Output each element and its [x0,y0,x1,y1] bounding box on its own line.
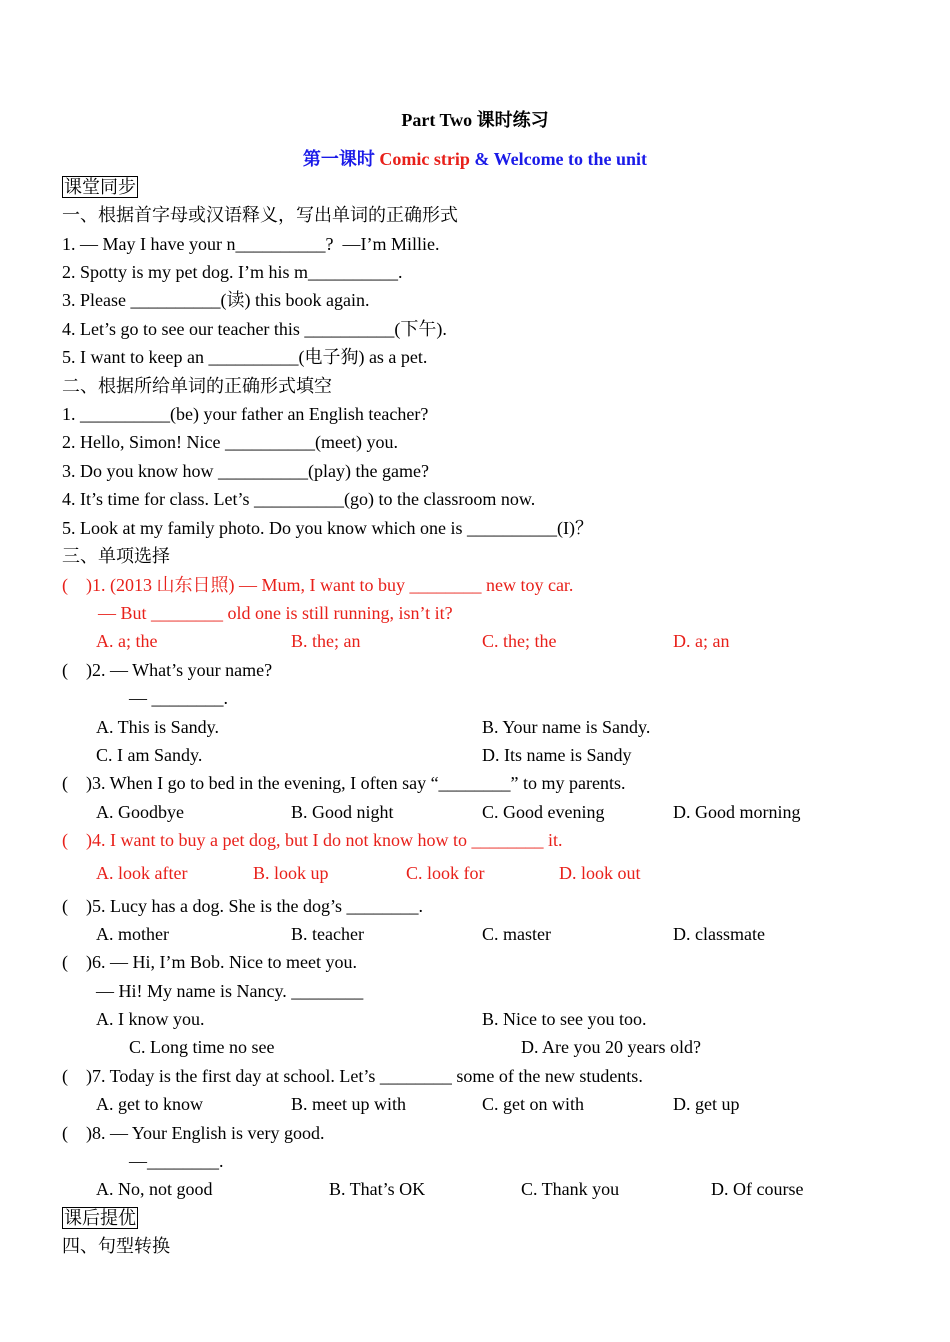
lesson-part1: Comic strip [379,149,470,169]
q8-continuation: —________. [129,1151,224,1171]
q2-stem: ( )2. — What’s your name? [62,660,273,680]
q2-option-a: A. This is Sandy. [96,717,220,737]
q3-stem: ( )3. When I go to bed in the evening, I often say “________” to my parents. [62,773,626,793]
s1-item-2: 2. Spotty is my pet dog. I’m his m__________. [62,262,403,282]
q7-option-b: B. meet up with [291,1094,406,1114]
s2-item-1: 1. __________(be) your father an English teacher? [62,404,429,424]
q1-option-b: B. the; an [291,631,361,651]
q4-option-d: D. look out [559,863,641,883]
q4-stem: ( )4. I want to buy a pet dog, but I do not know how to ________ it. [62,830,563,850]
section-2-heading: 二、根据所给单词的正确形式填空 [62,376,332,396]
q7-option-a: A. get to know [96,1094,203,1114]
s2-item-2: 2. Hello, Simon! Nice __________(meet) you. [62,432,398,452]
q5-option-a: A. mother [96,924,169,944]
q5-option-c: C. master [482,924,551,944]
s1-item-5: 5. I want to keep an __________(电子狗) as a pet. [62,347,428,367]
s2-item-4: 4. It’s time for class. Let’s __________(go) to the classroom now. [62,489,536,509]
q2-option-d: D. Its name is Sandy [482,745,632,765]
lesson-number: 第一课时 [302,149,375,169]
q1-option-a: A. a; the [96,631,158,651]
q6-option-d: D. Are you 20 years old? [521,1037,701,1057]
q7-option-c: C. get on with [482,1094,584,1114]
q1-stem: ( )1. (2013 山东日照) — Mum, I want to buy ________ new toy car. [62,575,574,595]
lesson-amp: & [469,149,494,169]
q3-option-c: C. Good evening [482,802,605,822]
lesson-subtitle [0,148,950,170]
q5-option-b: B. teacher [291,924,364,944]
q6-option-c: C. Long time no see [129,1037,275,1057]
q1-continuation: — But ________ old one is still running, isn’t it? [98,603,453,623]
q4-option-b: B. look up [253,863,329,883]
q1-option-d: D. a; an [673,631,730,651]
section-4-heading: 四、句型转换 [62,1236,170,1256]
s2-item-3: 3. Do you know how __________(play) the game? [62,461,429,481]
q6-option-a: A. I know you. [96,1009,205,1029]
q3-option-a: A. Goodbye [96,802,184,822]
q3-option-d: D. Good morning [673,802,801,822]
q5-stem: ( )5. Lucy has a dog. She is the dog’s ________. [62,896,423,916]
section-box-afterclass: 课后提优 [64,1208,136,1228]
q7-stem: ( )7. Today is the first day at school. Let’s ________ some of the new students. [62,1066,643,1086]
q8-stem: ( )8. — Your English is very good. [62,1123,325,1143]
q2-option-b: B. Your name is Sandy. [482,717,651,737]
page-title: Part Two 课时练习 [401,110,549,130]
q4-option-a: A. look after [96,863,188,883]
q3-option-b: B. Good night [291,802,394,822]
q5-option-d: D. classmate [673,924,765,944]
s1-item-4: 4. Let’s go to see our teacher this __________(下午). [62,319,447,339]
q8-option-c: C. Thank you [521,1179,620,1199]
q8-option-d: D. Of course [711,1179,804,1199]
q6-continuation: — Hi! My name is Nancy. ________ [96,981,364,1001]
q8-option-b: B. That’s OK [329,1179,426,1199]
q6-stem: ( )6. — Hi, I’m Bob. Nice to meet you. [62,952,357,972]
s2-item-5: 5. Look at my family photo. Do you know which one is __________(I)？ [62,518,593,538]
s1-item-3: 3. Please __________(读) this book again. [62,290,370,310]
q2-continuation: — ________. [129,688,228,708]
s1-item-1: 1. — May I have your n__________? —I’m Millie. [62,234,440,254]
q2-option-c: C. I am Sandy. [96,745,203,765]
q7-option-d: D. get up [673,1094,740,1114]
section-1-heading: 一、根据首字母或汉语释义，写出单词的正确形式 [62,205,458,225]
q6-option-b: B. Nice to see you too. [482,1009,647,1029]
q4-option-c: C. look for [406,863,485,883]
q8-option-a: A. No, not good [96,1179,213,1199]
section-box-classroom: 课堂同步 [64,177,136,197]
section-3-heading: 三、单项选择 [62,546,170,566]
q1-option-c: C. the; the [482,631,557,651]
lesson-part2: Welcome to the unit [493,149,648,169]
